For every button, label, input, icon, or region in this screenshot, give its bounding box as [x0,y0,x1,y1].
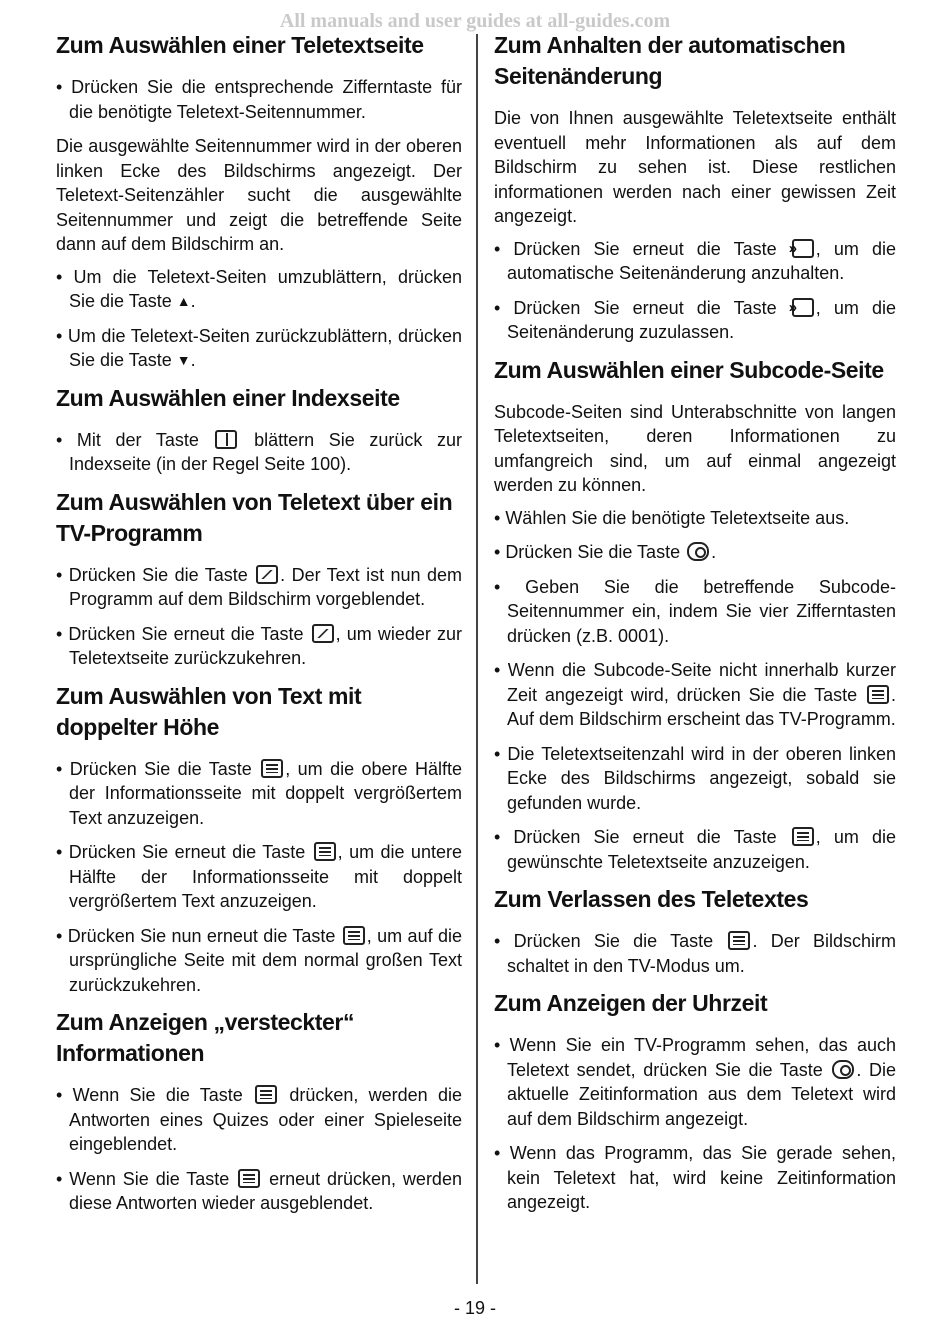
size-key-icon [343,926,365,945]
bullet: • Mit der Taste blättern Sie zurück zur Indexseite (in der Regel Seite 100). [56,428,462,477]
section-select-teletext-page [56,30,462,373]
section-subcode-page [494,355,896,875]
section-heading: Zum Verlassen des Teletextes [494,886,809,912]
size-key-icon [314,842,336,861]
arrow-down-icon: ▼ [176,352,191,368]
section-show-time [494,988,896,1215]
time-key-icon [832,1060,854,1079]
bullet: • Drücken Sie die Taste . Der Text ist nun dem Programm auf dem Bildschirm vorgeblendet. [56,563,462,612]
section-heading: Zum Auswählen einer Indexseite [56,384,400,411]
column-divider [476,34,478,1284]
bullet: • Drücken Sie die Taste . [494,540,896,565]
bullet: • Drücken Sie die Taste , um die obere Hälfte der Informationsseite mit doppelt vergrößertem Text anzuzeigen. [56,757,462,831]
bullet: • Drücken Sie erneut die Taste , um die gewünschte Teletextseite anzuzeigen. [494,825,896,874]
bullet: • Drücken Sie nun erneut die Taste , um auf die ursprüngliche Seite mit dem normal großen Text zurückzukehren. [56,924,462,998]
arrow-up-icon: ▲ [176,293,191,309]
update-key-icon [792,827,814,846]
reveal-key-icon [255,1085,277,1104]
paragraph: Die von Ihnen ausgewählte Teletextseite enthält eventuell mehr Informationen als auf dem Bildschirm zu sehen ist. Diese restlichen informationen werden nach einer gewissen Zeit angezeigt. [494,108,896,226]
watermark: All manuals and user guides at all-guides.com [279,10,671,32]
right-column [494,30,896,1225]
bullet: • Geben Sie die betreffende Subcode-Seitennummer ein, indem Sie vier Zifferntasten drücken (z.B. 0001). [494,575,896,649]
bullet: • Wenn Sie die Taste erneut drücken, werden diese Antworten wieder ausgeblendet. [56,1167,462,1216]
mix-key-icon [256,565,278,584]
section-heading: Zum Anhalten der automatischen Seitenänderung [494,32,846,89]
section-index-page [56,383,462,477]
section-heading: Zum Auswählen von Teletext über ein TV-Programm [56,488,453,546]
section-hidden-info [56,1007,462,1216]
bullet: • Wenn Sie ein TV-Programm sehen, das auch Teletext sendet, drücken Sie die Taste . Die aktuelle Zeitinformation aus dem Teletext wird auf dem Bildschirm angezeigt. [494,1033,896,1131]
subcode-key-icon [687,542,709,561]
bullet: • Wenn Sie die Taste drücken, werden die Antworten eines Quizes oder einer Spieleseite eingeblendet. [56,1083,462,1157]
paragraph: Subcode-Seiten sind Unterabschnitte von langen Teletextseiten, deren Informationen zu umfangreich sind, um auf einmal angezeigt werden zu können. [494,401,896,495]
bullet: • Drücken Sie erneut die Taste , um wieder zur Teletextseite zurückzukehren. [56,622,462,671]
bullet: • Um die Teletext-Seiten zurückzublättern, drücken Sie die Taste ▼. [56,324,462,373]
bullet: • Wenn die Subcode-Seite nicht innerhalb kurzer Zeit angezeigt wird, drücken Sie die Taste . Auf dem Bildschirm erscheint das TV-Programm. [494,658,896,732]
bullet: • Drücken Sie die Taste . Der Bildschirm schaltet in den TV-Modus um. [494,929,896,978]
reveal-key-icon [238,1169,260,1188]
section-heading: Zum Auswählen einer Subcode-Seite [494,356,884,383]
bullet: • Drücken Sie die entsprechende Zifferntaste für die benötigte Teletext-Seitennummer. [56,75,462,124]
bullet: • Drücken Sie erneut die Taste » , um die Seitenänderung zuzulassen. [494,296,896,345]
section-heading: Zum Auswählen einer Teletextseite [56,32,424,58]
section-double-height [56,681,462,998]
teletext-key-icon [728,931,750,950]
section-heading: Zum Anzeigen der Uhrzeit [494,990,768,1016]
index-key-icon [215,430,237,449]
page-number: - 19 - [453,1298,496,1318]
section-heading: Zum Anzeigen „versteckter“ Informationen [56,1009,355,1066]
bullet: • Um die Teletext-Seiten umzublättern, drücken Sie die Taste ▲. [56,265,462,314]
section-heading: Zum Auswählen von Text mit doppelter Höhe [56,682,362,740]
left-column [56,30,462,1226]
update-key-icon [867,685,889,704]
size-key-icon [261,759,283,778]
section-teletext-over-tv [56,487,462,671]
bullet: • Die Teletextseitenzahl wird in der oberen linken Ecke des Bildschirms angezeigt, sobald sie gefunden wurde. [494,742,896,816]
bullet: • Drücken Sie erneut die Taste , um die untere Hälfte der Informationsseite mit doppelt vergrößertem Text anzuzeigen. [56,840,462,914]
hold-key-icon [792,239,814,258]
hold-key-icon [792,298,814,317]
mix-key-icon [312,624,334,643]
bullet: • Wählen Sie die benötigte Teletextseite aus. [494,506,896,531]
paragraph: Die ausgewählte Seitennummer wird in der oberen linken Ecke des Bildschirms angezeigt. Der Teletext-Seitenzähler sucht die ausgewählte Seitennummer und zeigt die betreffende Seite dann auf dem Bildschirm an. [56,136,462,254]
section-exit-teletext [494,884,896,978]
section-hold-page [494,30,896,345]
bullet: • Drücken Sie erneut die Taste » , um die automatische Seitenänderung anzuhalten. [494,237,896,286]
bullet: • Wenn das Programm, das Sie gerade sehen, kein Teletext hat, wird keine Zeitinformation angezeigt. [494,1141,896,1215]
